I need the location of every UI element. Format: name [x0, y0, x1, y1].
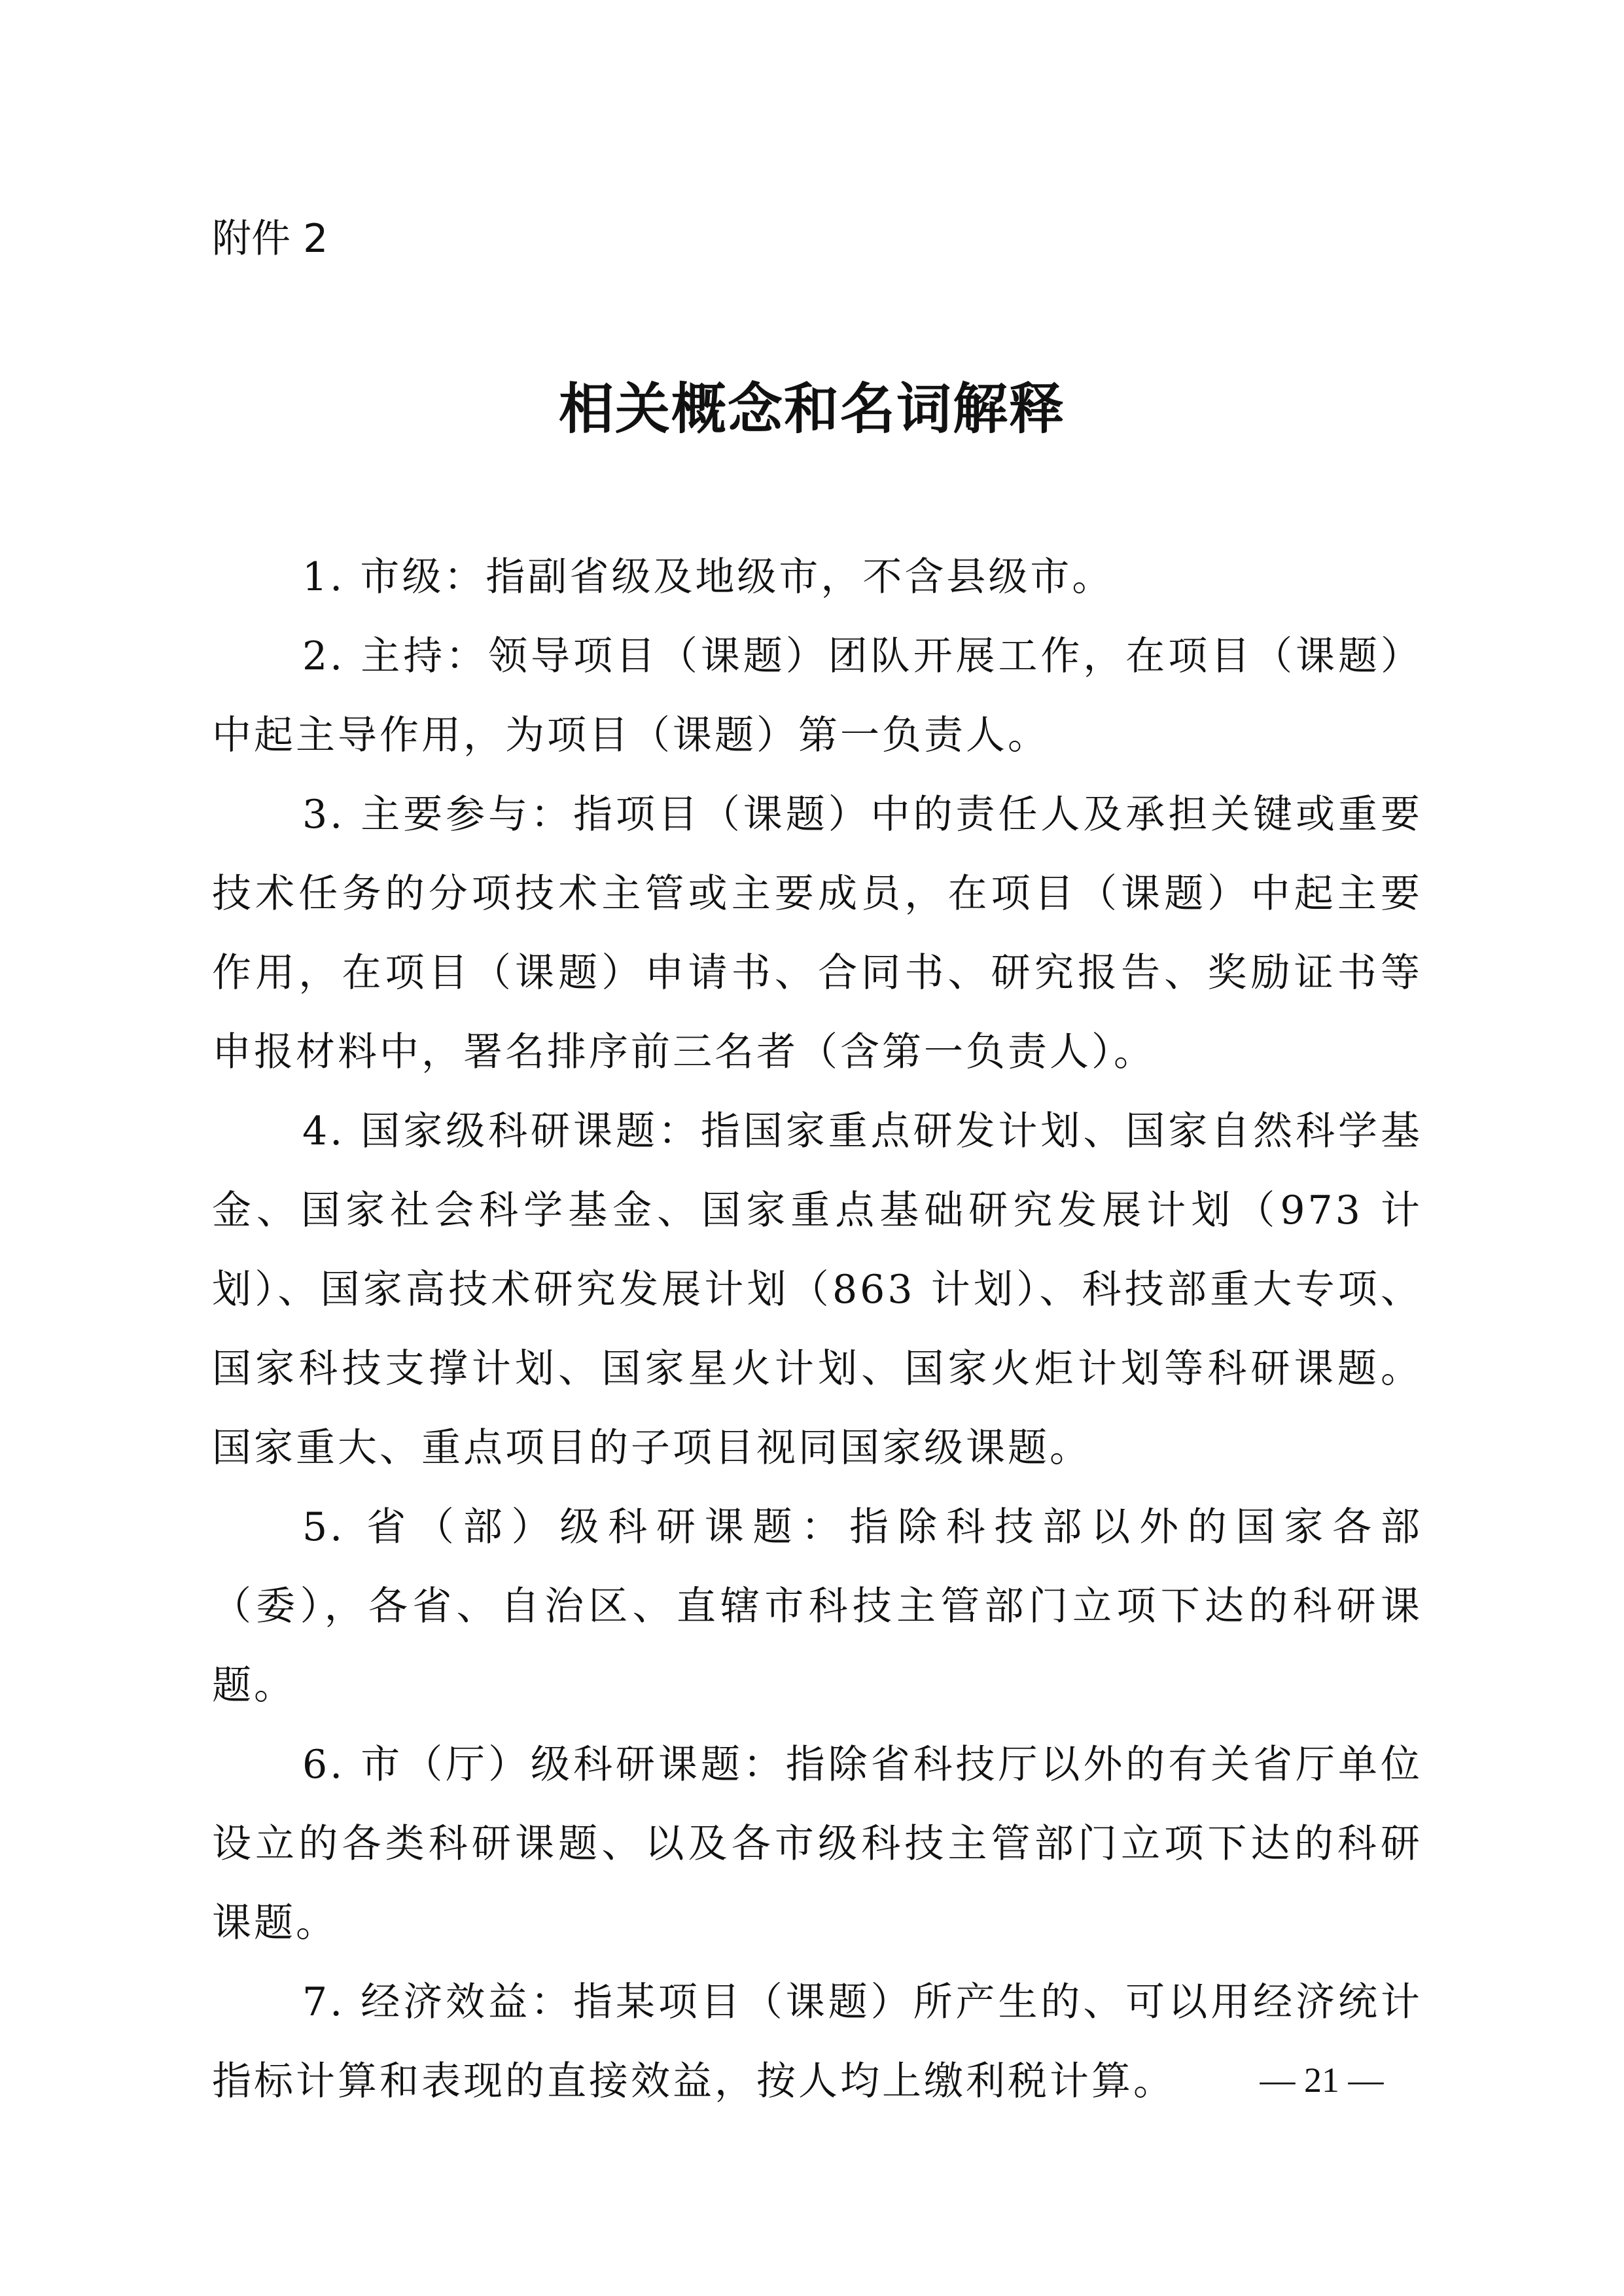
paragraph-1: 1. 市级：指副省级及地级市，不含县级市。	[302, 554, 1114, 600]
paragraph-2: 2. 主持：领导项目（课题）团队开展工作，在项目（课题）中起主导作用，为项目（课题）第一负责人。	[212, 633, 1422, 758]
paragraph-7: 7. 经济效益：指某项目（课题）所产生的、可以用经济统计指标计算和表现的直接效益，按人均上缴利税计算。	[212, 1979, 1422, 2104]
body-text	[212, 538, 1422, 2121]
page-number: — 21 —	[1260, 2060, 1384, 2100]
attachment-label: 附件 2	[212, 216, 328, 262]
paragraph-6: 6. 市（厅）级科研课题：指除省科技厅以外的有关省厅单位设立的各类科研课题、以及各市级科技主管部门立项下达的科研课题。	[212, 1742, 1422, 1946]
paragraph-4: 4. 国家级科研课题：指国家重点研发计划、国家自然科学基金、国家社会科学基金、国家重点基础研究发展计划（973 计划）、国家高技术研究发展计划（863 计划）、科技部重大专项、国家科技支撑计划、国家星火计划、国家火炬计划等科研课题。国家重大、重点项目的子项目视同国家级课题。	[212, 1108, 1422, 1471]
page-title: 相关概念和名词解释	[558, 377, 1065, 441]
paragraph-5: 5. 省（部）级科研课题：指除科技部以外的国家各部（委），各省、自治区、直辖市科技主管部门立项下达的科研课题。	[212, 1504, 1422, 1708]
paragraph-3: 3. 主要参与：指项目（课题）中的责任人及承担关键或重要技术任务的分项技术主管或主要成员，在项目（课题）中起主要作用，在项目（课题）申请书、合同书、研究报告、奖励证书等申报材料中，署名排序前三名者（含第一负责人）。	[212, 792, 1422, 1075]
